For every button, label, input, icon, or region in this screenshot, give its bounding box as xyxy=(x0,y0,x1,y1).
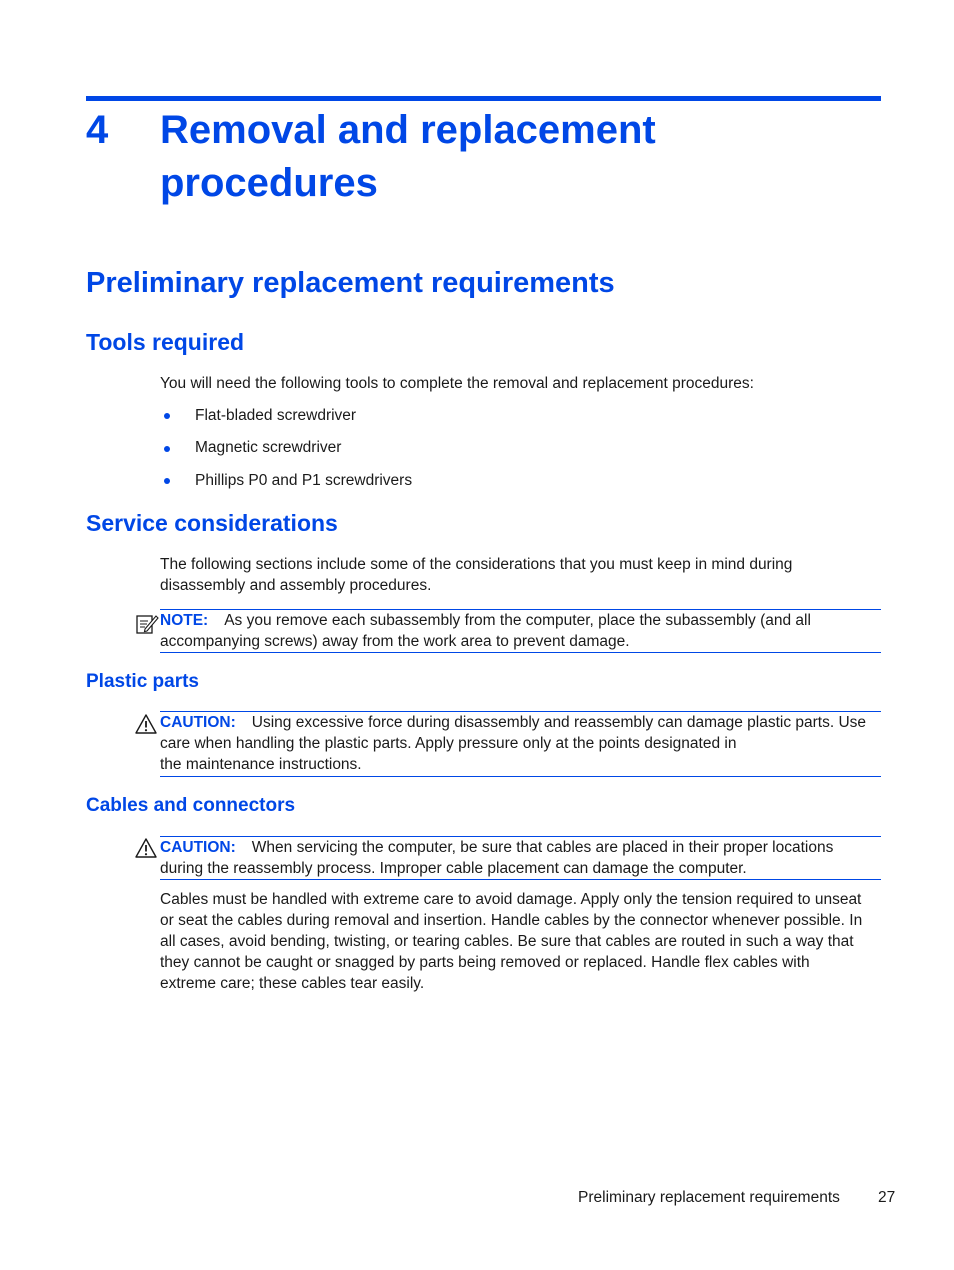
note-text: As you remove each subassembly from the computer, place the subassembly (and all xyxy=(224,612,811,629)
cables-paragraph xyxy=(160,889,862,994)
caution-text: Using excessive force during disassembly and reassembly can damage plastic parts. Use xyxy=(251,714,867,731)
bullet-icon xyxy=(164,446,170,452)
cables-paragraph-line: or seat the cables during removal and insertion. Handle cables by the connector whenever possible. In xyxy=(160,912,863,929)
caution-label: CAUTION: xyxy=(160,714,236,731)
tools-heading: Tools required xyxy=(86,329,245,355)
cables-paragraph-line: extreme care; these cables tear easily. xyxy=(160,975,425,992)
bullet-icon xyxy=(164,413,170,419)
chapter-rule xyxy=(86,96,881,101)
page-number: 27 xyxy=(878,1189,896,1206)
caution-text: When servicing the computer, be sure that cables are placed in their proper locations xyxy=(251,839,834,856)
note-box xyxy=(160,609,881,653)
tools-item: Flat-bladed screwdriver xyxy=(195,407,357,424)
cables-paragraph-line: Cables must be handled with extreme care to avoid damage. Apply only the tension required to unseat xyxy=(160,891,862,908)
service-intro-line: disassembly and assembly procedures. xyxy=(160,577,432,594)
plastic-caution-box xyxy=(160,711,881,777)
caution-text: care when handling the plastic parts. Apply pressure only at the points designated in xyxy=(160,735,737,752)
cables-paragraph-line: all cases, avoid bending, twisting, or tearing cables. Be sure that cables are routed in such a way that xyxy=(160,933,854,950)
note-icon xyxy=(135,612,159,636)
service-intro xyxy=(160,554,792,596)
chapter-number: 4 xyxy=(86,108,109,152)
tools-item: Phillips P0 and P1 screwdrivers xyxy=(195,472,413,489)
caution-text: the maintenance instructions. xyxy=(160,756,362,773)
service-heading: Service considerations xyxy=(86,510,338,536)
note-text: accompanying screws) away from the work area to prevent damage. xyxy=(160,633,630,650)
footer-section: Preliminary replacement requirements xyxy=(578,1189,840,1206)
cables-caution-box xyxy=(160,836,881,880)
note-label: NOTE: xyxy=(160,612,209,629)
caution-triangle-icon xyxy=(135,713,157,735)
service-intro-line: The following sections include some of the considerations that you must keep in mind during xyxy=(160,556,793,573)
tools-intro: You will need the following tools to complete the removal and replacement procedures: xyxy=(160,375,754,392)
caution-label: CAUTION: xyxy=(160,839,236,856)
cables-paragraph-line: they cannot be caught or snagged by parts being removed or replaced. Handle flex cables with xyxy=(160,954,810,971)
cables-heading: Cables and connectors xyxy=(86,795,296,816)
chapter-title-line2: procedures xyxy=(160,161,378,205)
plastic-heading: Plastic parts xyxy=(86,671,199,692)
section-title: Preliminary replacement requirements xyxy=(86,267,615,299)
caution-triangle-icon xyxy=(135,837,157,859)
chapter-title-line1: Removal and replacement xyxy=(160,108,656,152)
caution-text: during the reassembly process. Improper cable placement can damage the computer. xyxy=(160,860,747,877)
bullet-icon xyxy=(164,478,170,484)
tools-item: Magnetic screwdriver xyxy=(195,439,342,456)
